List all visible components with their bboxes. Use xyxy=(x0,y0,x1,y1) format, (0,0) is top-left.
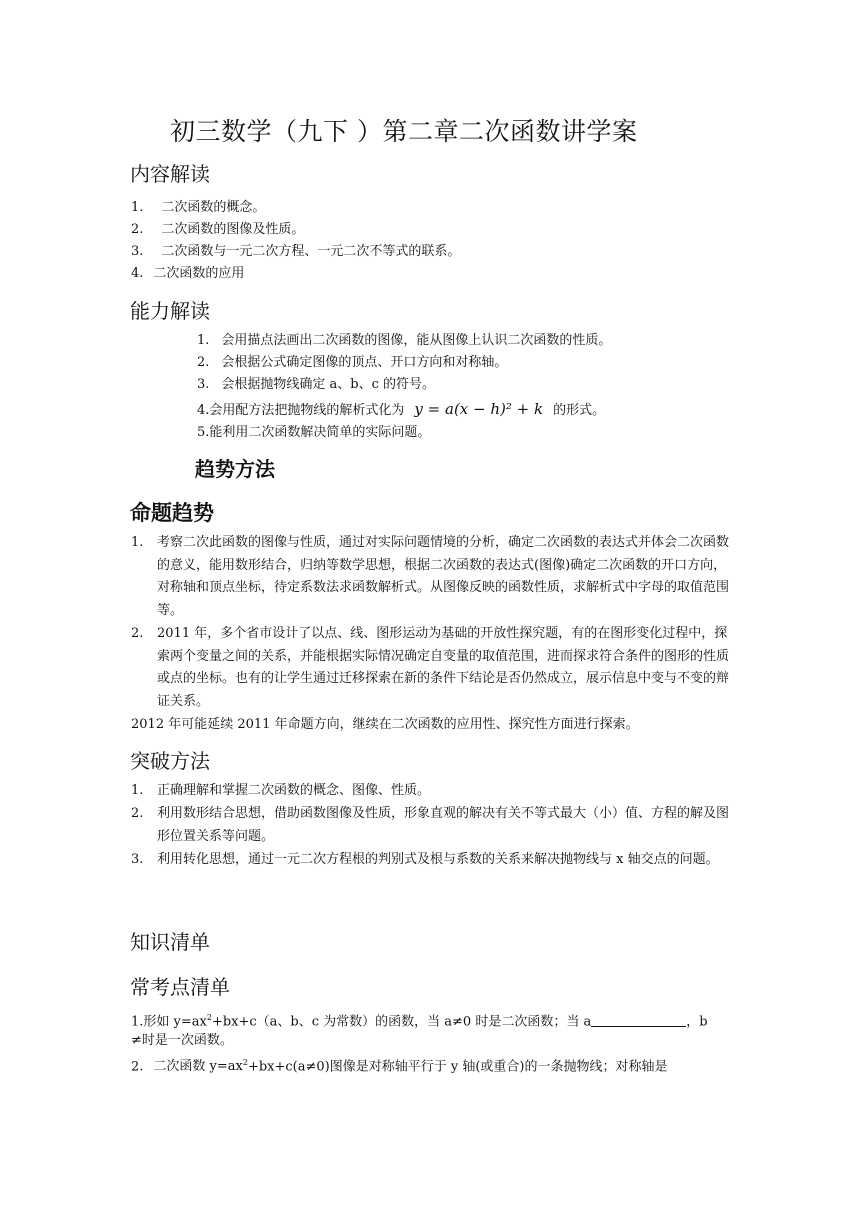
fill-blank[interactable] xyxy=(591,1012,686,1027)
ability-item-5: 5.能利用二次函数解决简单的实际问题。 xyxy=(197,425,431,440)
heading-ability: 能力解读 xyxy=(130,299,210,323)
page-title: 初三数学（九下 ）第二章二次函数讲学案 xyxy=(170,117,638,146)
ability-item-1: 1. 会用描点法画出二次函数的图像，能从图像上认识二次函数的性质。 xyxy=(197,333,612,348)
heading-content: 内容解读 xyxy=(130,162,210,186)
breakthrough-item-3: 3. 利用转化思想，通过一元二次方程根的判别式及根与系数的关系来解决抛物线与 x 轴交点的问题。 xyxy=(131,852,719,867)
content-item-3: 3. 二次函数与一元二次方程、一元二次不等式的联系。 xyxy=(131,244,461,259)
ability-item-4: 4.会用配方法把抛物线的解析式化为 y = a(x − h)² + k 的形式。 xyxy=(197,400,606,418)
trend-summary: 2012 年可能延续 2011 年命题方向，继续在二次函数的应用性、探究性方面进行探索。 xyxy=(131,717,639,732)
heading-common-points: 常考点清单 xyxy=(130,975,230,999)
common-item-2: 2. 二次函数 $y=ax^2+bx+c(a\ne 0)$图像是对称轴平行于 y 轴(或重合)的一条抛物线；对称轴是 xyxy=(131,1058,668,1075)
trend-item-2: 2. 2011 年，多个省市设计了以点、线、图形运动为基础的开放性探究题，有的在图形变化过程中，探索两个变量之间的关系，并能根据实际情况确定自变量的取值范围，进而探求符合条件的图形的性质或点的坐标。也有的让学生通过迁移探索在新的条件下结论是否仍然成立，展示信息中变与不变的辩证关系。 xyxy=(131,626,730,709)
heading-trend: 命题趋势 xyxy=(130,501,214,525)
content-item-2: 2. 二次函数的图像及性质。 xyxy=(131,222,305,237)
common-item-1-line-2: ≠时是一次函数。 xyxy=(131,1033,233,1048)
trend-item-1: 1. 考察二次此函数的图像与性质，通过对实际问题情境的分析，确定二次函数的表达式并体会二次函数的意义，能用数形结合，归纳等数学思想，根据二次函数的表达式(图像)确定二次函数的开口方向，对称轴和顶点坐标，待定系数法求函数解析式。从图像反映的函数性质，求解析式中字母的取值范围等。 xyxy=(131,535,730,618)
ability-item-2: 2. 会根据公式确定图像的顶点、开口方向和对称轴。 xyxy=(197,355,508,370)
heading-trend-method: 趋势方法 xyxy=(195,457,275,481)
vertex-form-formula: y = a(x − h)² + k xyxy=(414,400,544,418)
ability-item-3: 3. 会根据抛物线确定 a、b、c 的符号。 xyxy=(197,377,436,392)
content-item-1: 1. 二次函数的概念。 xyxy=(131,200,266,215)
breakthrough-item-1: 1. 正确理解和掌握二次函数的概念、图像、性质。 xyxy=(131,783,431,798)
common-item-1-line-1: 1.形如 $y=ax^2+bx+c(a$、b、c 为常数）的函数，当 a≠0 时是二次函数；当 a ，b xyxy=(131,1013,708,1030)
content-item-4: 4. 二次函数的应用 xyxy=(131,266,245,281)
heading-knowledge: 知识清单 xyxy=(130,930,210,954)
breakthrough-item-2: 2. 利用数形结合思想，借助函数图像及性质，形象直观的解决有关不等式最大（小）值、方程的解及图形位置关系等问题。 xyxy=(131,806,730,844)
heading-breakthrough: 突破方法 xyxy=(130,749,210,773)
